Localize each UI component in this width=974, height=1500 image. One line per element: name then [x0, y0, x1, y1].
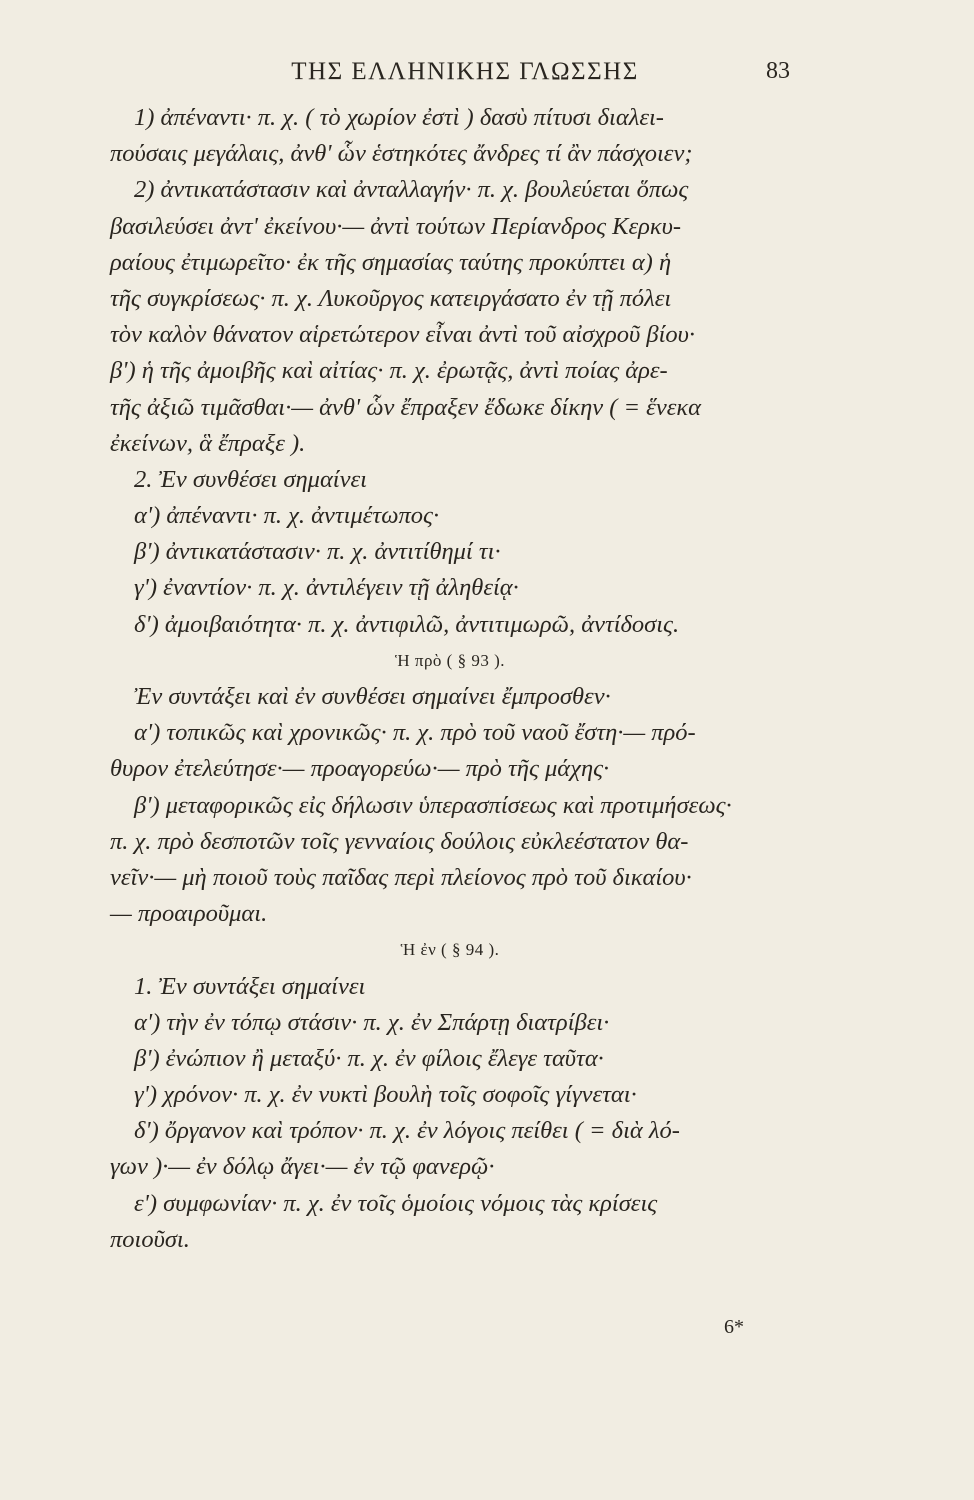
text-line: τὸν καλὸν θάνατον αἱρετώτερον εἶναι ἀντὶ τοῦ αἰσχροῦ βίου·	[110, 321, 696, 349]
text-line: α') τὴν ἐν τόπῳ στάσιν· π. χ. ἐν Σπάρτῃ διατρίβει·	[134, 1008, 610, 1036]
text-line: 2) ἀντικατάστασιν καὶ ἀνταλλαγήν· π. χ. βουλεύεται ὅπως	[134, 176, 689, 204]
text-line: γων )·— ἐν δόλῳ ἄγει·— ἐν τῷ φανερῷ·	[110, 1153, 495, 1181]
text-line: ἐκείνων, ἃ ἔπραξε ).	[110, 429, 306, 457]
text-line: βασιλεύσει ἀντ' ἐκείνου·— ἀντὶ τούτων Περίανδρος Κερκυ-	[110, 212, 682, 240]
text-line: γ') χρόνον· π. χ. ἐν νυκτὶ βουλὴ τοῖς σοφοῖς γίγνεται·	[134, 1081, 637, 1109]
text-line: π. χ. πρὸ δεσποτῶν τοῖς γενναίοις δούλοις εὐκλεέστατον θα-	[110, 827, 689, 855]
text-line: θυρον ἐτελεύτησε·— προαγορεύω·— πρὸ τῆς μάχης·	[110, 755, 610, 783]
text-line: 1. Ἐν συντάξει σημαίνει	[134, 972, 366, 1000]
text-line: β') ἐνώπιον ἢ μεταξύ· π. χ. ἐν φίλοις ἔλεγε ταῦτα·	[134, 1044, 604, 1072]
text-line: ραίους ἐτιμωρεῖτο· ἐκ τῆς σημασίας ταύτης προκύπτει α) ἡ	[110, 248, 672, 276]
text-line: — προαιροῦμαι.	[110, 900, 268, 928]
text-line: 1) ἀπέναντι· π. χ. ( τὸ χωρίον ἐστὶ ) δασὺ πίτυσι διαλει-	[134, 104, 664, 131]
text-line: γ') ἐναντίον· π. χ. ἀντιλέγειν τῇ ἀληθείᾳ·	[134, 574, 519, 602]
text-line: α') ἀπέναντι· π. χ. ἀντιμέτωπος·	[134, 502, 440, 530]
section-heading: Ἡ πρὸ ( § 93 ).	[395, 650, 505, 670]
text-line: β') ἀντικατάστασιν· π. χ. ἀντιτίθημί τι·	[134, 538, 501, 566]
running-head	[0, 58, 974, 98]
text-line: δ') ὄργανον καὶ τρόπον· π. χ. ἐν λόγοις πείθει ( = διὰ λό-	[134, 1117, 680, 1145]
signature-mark: 6*	[724, 1316, 744, 1338]
page-number: 83	[766, 58, 790, 84]
text-line: 2. Ἐν συνθέσει σημαίνει	[134, 465, 367, 493]
running-title: ΤΗΣ ΕΛΛΗΝΙΚΗΣ ΓΛΩΣΣΗΣ	[291, 58, 639, 85]
text-line: Ἐν συντάξει καὶ ἐν συνθέσει σημαίνει ἔμπροσθεν·	[134, 683, 611, 710]
text-line: πούσαις μεγάλαις, ἀνθ' ὧν ἑστηκότες ἄνδρες τί ἂν πάσχοιεν;	[110, 140, 693, 168]
section-heading: Ἡ ἐν ( § 94 ).	[400, 940, 500, 960]
text-line: τῆς ἀξιῶ τιμᾶσθαι·— ἀνθ' ὧν ἔπραξεν ἔδωκε δίκην ( = ἕνεκα	[110, 393, 701, 421]
text-line: α') τοπικῶς καὶ χρονικῶς· π. χ. πρὸ τοῦ ναοῦ ἔστη·— πρό-	[134, 719, 696, 747]
text-line: νεῖν·— μὴ ποιοῦ τοὺς παῖδας περὶ πλείονος πρὸ τοῦ δικαίου·	[110, 863, 692, 891]
text-line: β') μεταφορικῶς εἰς δήλωσιν ὑπερασπίσεως καὶ προτιμήσεως·	[134, 791, 732, 819]
text-line: β') ἡ τῆς ἀμοιβῆς καὶ αἰτίας· π. χ. ἐρωτᾷς, ἀντὶ ποίας ἀρε-	[110, 357, 668, 385]
text-line: ποιοῦσι.	[110, 1225, 190, 1253]
body-text	[110, 100, 790, 1258]
text-line: τῆς συγκρίσεως· π. χ. Λυκοῦργος κατειργάσατο ἐν τῇ πόλει	[110, 284, 672, 312]
text-line: δ') ἀμοιβαιότητα· π. χ. ἀντιφιλῶ, ἀντιτιμωρῶ, ἀντίδοσις.	[134, 610, 680, 638]
text-line: ε') συμφωνίαν· π. χ. ἐν τοῖς ὁμοίοις νόμοις τὰς κρίσεις	[134, 1189, 658, 1217]
